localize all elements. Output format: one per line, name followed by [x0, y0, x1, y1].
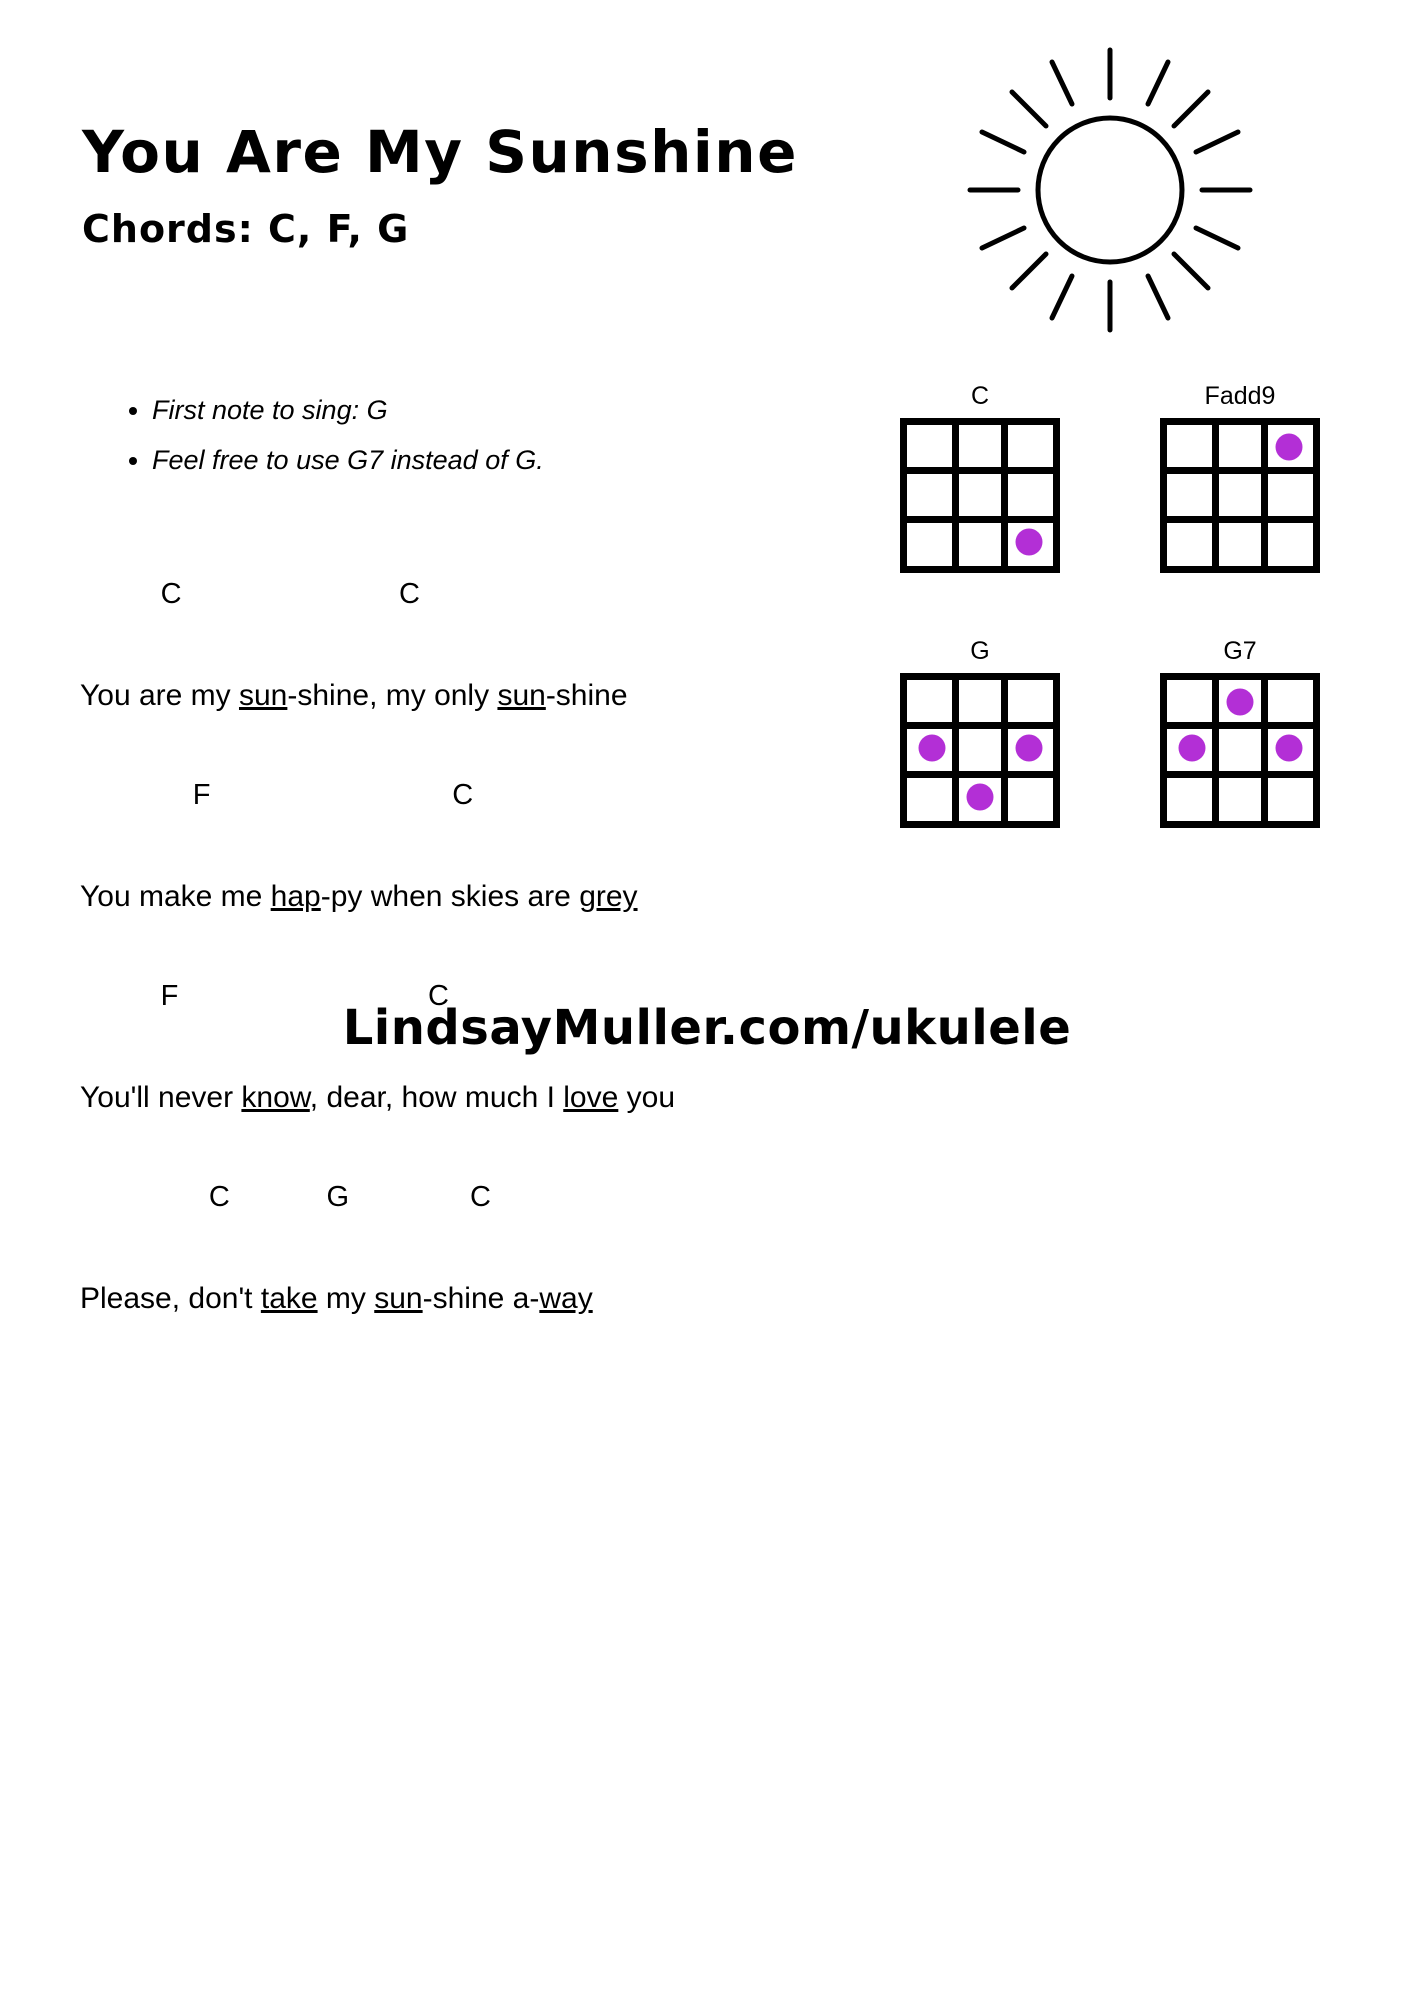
chord-name: G [970, 637, 990, 665]
string-line [952, 680, 959, 821]
string-line [952, 425, 959, 566]
sun-icon [960, 40, 1260, 340]
list-item: • Feel free to use G7 instead of G. [152, 435, 872, 485]
finger-dot [967, 784, 994, 811]
fretboard [1160, 673, 1320, 828]
string-line [1212, 425, 1219, 566]
string-line [1261, 425, 1268, 566]
chord-row [880, 380, 1340, 573]
page-title: You Are My Sunshine [82, 118, 798, 186]
chord-diagram-c [880, 380, 1080, 573]
fret-line [1167, 467, 1313, 474]
footer-url[interactable]: LindsayMuller.com/ukulele [342, 1000, 1072, 1056]
finger-dot [1227, 689, 1254, 716]
finger-dot [1276, 735, 1303, 762]
string-line [1261, 680, 1268, 821]
finger-dot [1276, 434, 1303, 461]
fretboard [1160, 418, 1320, 573]
chord-line: F C [80, 779, 474, 811]
lyric-line: You'll never know, dear, how much I love you [80, 1081, 676, 1114]
string-line [1001, 425, 1008, 566]
chord-line: C G C [80, 1181, 491, 1213]
fretboard [900, 673, 1060, 828]
fret-line [907, 516, 1053, 523]
chord-name: C [970, 382, 990, 410]
fret-line [1167, 516, 1313, 523]
fretboard [900, 418, 1060, 573]
fret-line [907, 467, 1053, 474]
lyrics-block [80, 522, 880, 1355]
chord-diagrams [880, 380, 1340, 828]
fret-line [1167, 722, 1313, 729]
chord-line: F C [80, 980, 449, 1012]
chord-name: Fadd9 [1204, 382, 1276, 410]
lyric-line: Please, don't take my sun-shine a-way [80, 1282, 593, 1315]
lyric-line: You are my sun-shine, my only sun-shine [80, 679, 628, 712]
fret-line [907, 771, 1053, 778]
fret-line [1167, 771, 1313, 778]
lyric-line: You make me hap-py when skies are grey [80, 880, 638, 913]
list-item: • First note to sing: G [152, 385, 872, 435]
string-line [1212, 680, 1219, 821]
chord-name: G7 [1223, 637, 1257, 665]
chord-row [880, 635, 1340, 828]
page-subtitle: Chords: C, F, G [82, 207, 410, 251]
finger-dot [1179, 735, 1206, 762]
string-line [1001, 680, 1008, 821]
finger-dot [919, 735, 946, 762]
chord-diagram-fadd9 [1140, 380, 1340, 573]
finger-dot [1016, 529, 1043, 556]
performance-notes [104, 385, 872, 485]
fret-line [907, 722, 1053, 729]
chord-diagram-g7 [1140, 635, 1340, 828]
chord-diagram-g [880, 635, 1080, 828]
finger-dot [1016, 735, 1043, 762]
chord-line: C C [80, 578, 420, 610]
